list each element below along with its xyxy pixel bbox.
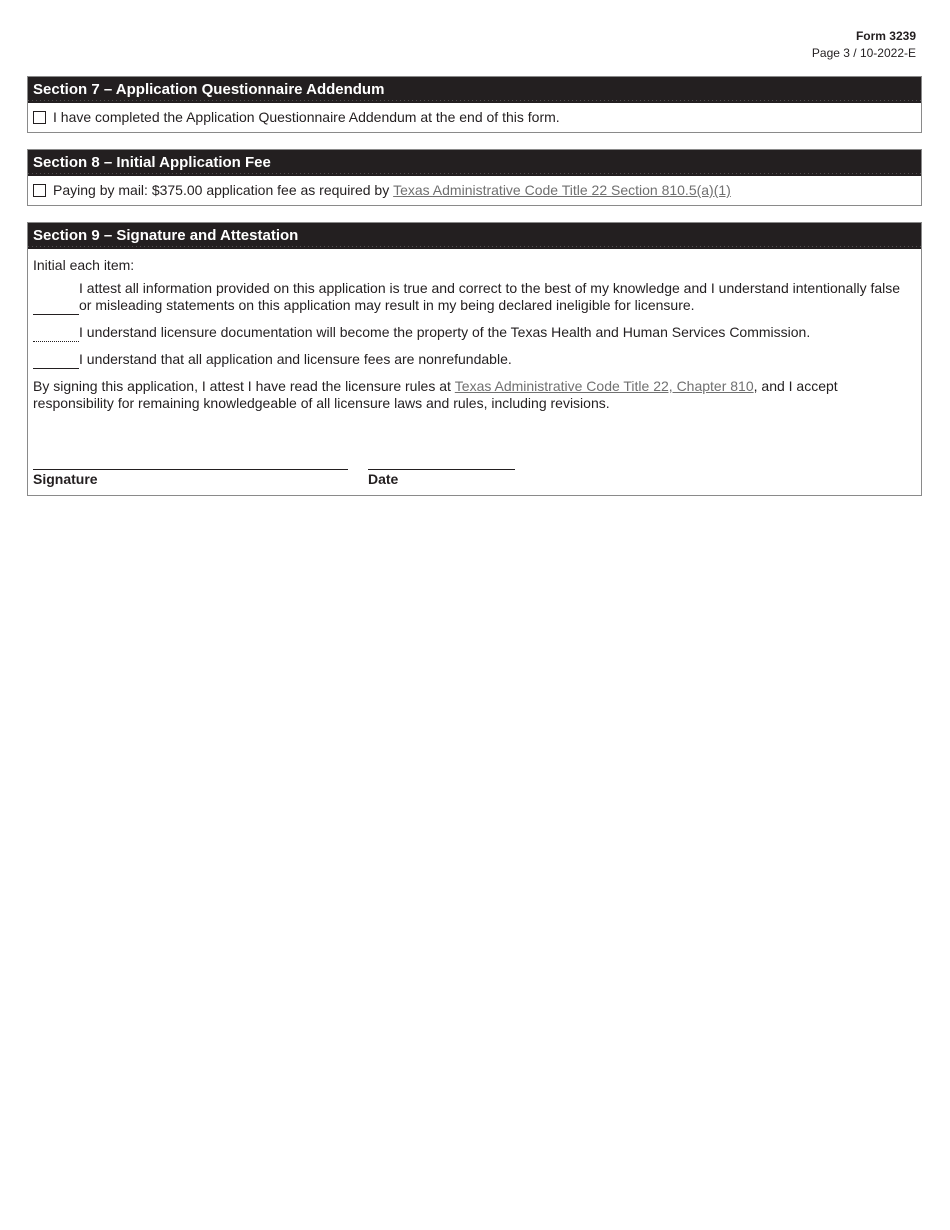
initial-each-item-label: Initial each item: (33, 257, 135, 273)
form-number: Form 3239 (855, 29, 916, 43)
initial-item-text: I attest all information provided on this application is true and correct to the best of my knowledge and I understand intentionally false or misleading statements on this application may result in my being declared ineligible for licensure. (79, 280, 901, 313)
date-field[interactable] (368, 469, 515, 470)
initial-item (33, 351, 916, 368)
signature-label: Signature (33, 471, 98, 487)
section-7 (27, 76, 922, 133)
signature-field[interactable] (33, 469, 348, 470)
initial-field-1[interactable] (33, 314, 79, 315)
attestation-text: By signing this application, I attest I have read the licensure rules at (33, 378, 451, 394)
section-8 (27, 149, 922, 206)
tac-section-link[interactable]: Texas Administrative Code Title 22 Section 810.5(a)(1) (393, 182, 731, 198)
page-info: Page 3 / 10-2022-E (811, 46, 916, 60)
section-8-title: Section 8 – Initial Application Fee (28, 150, 921, 176)
section-9 (27, 222, 922, 496)
addendum-checkbox-label: I have completed the Application Questionnaire Addendum at the end of this form. (53, 109, 560, 125)
fee-checkbox-row[interactable] (28, 176, 921, 205)
tac-chapter-link[interactable]: Texas Administrative Code Title 22, Chapter 810 (454, 378, 754, 394)
attestation-text-suffix: , and I accept responsibility for remaining knowledgeable of all licensure laws and rules, including revisions. (33, 378, 838, 411)
section-7-title: Section 7 – Application Questionnaire Addendum (28, 77, 921, 103)
addendum-checkbox-row[interactable] (28, 103, 921, 132)
fee-checkbox-text: Paying by mail: $375.00 application fee as required by (53, 182, 390, 198)
initial-field-3[interactable] (33, 368, 79, 369)
initial-field-2[interactable] (33, 341, 79, 342)
form-header (812, 28, 916, 62)
date-label: Date (368, 471, 399, 487)
fee-checkbox-label (53, 182, 731, 199)
initial-item-text: I understand that all application and licensure fees are nonrefundable. (79, 351, 512, 367)
initial-item (33, 324, 916, 341)
fee-checkbox[interactable] (33, 184, 46, 197)
signature-area (33, 412, 916, 488)
initial-item (33, 280, 916, 314)
attestation-paragraph (33, 378, 916, 412)
initial-item-text: I understand licensure documentation will become the property of the Texas Health and Human Services Commission. (79, 324, 811, 340)
addendum-checkbox[interactable] (33, 111, 46, 124)
section-9-title: Section 9 – Signature and Attestation (28, 223, 921, 249)
